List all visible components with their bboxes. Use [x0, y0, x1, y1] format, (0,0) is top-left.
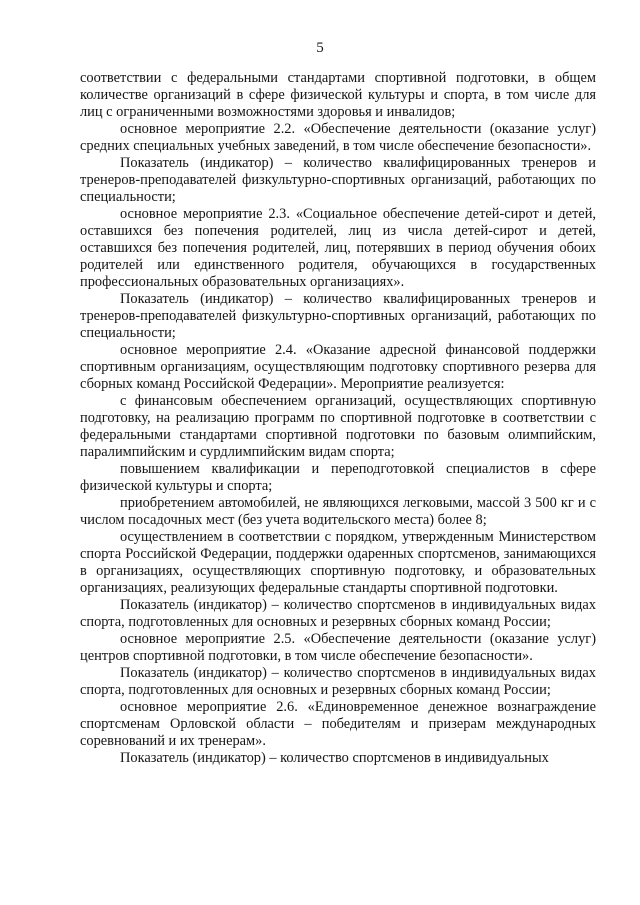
page-number: 5 [316, 40, 324, 56]
paragraph-activity-2-3: основное мероприятие 2.3. «Социальное обеспечение детей-сирот и детей, оставшихся без попечения родителей, лиц из числа детей-сирот и детей, оставшихся без попечения родителей, лиц, потерявших в период обучения обоих родителей или единственного родителя, обучающихся в государственных профессиональных образовательных организациях». [80, 206, 596, 290]
paragraph-indicator-athletes-3: Показатель (индикатор) – количество спортсменов в индивидуальных [120, 750, 549, 766]
paragraph-financial-support: с финансовым обеспечением организаций, осуществляющих спортивную подготовку, на реализацию программ по спортивной подготовке в соответствии с федеральными стандартами спортивной подготовки по базовым олимпийским, паралимпийским и сурдлимпийским видам спорта; [80, 393, 596, 460]
paragraph-continuation: соответствии с федеральными стандартами спортивной подготовки, в общем количестве организаций в сфере физической культуры и спорта, в том числе для лиц с ограниченными возможностями здоровья и инвалидов; [80, 70, 596, 120]
paragraph-indicator-athletes-1: Показатель (индикатор) – количество спортсменов в индивидуальных видах спорта, подготовленных для основных и резервных сборных команд России; [80, 597, 596, 630]
paragraph-gifted-athletes: осуществлением в соответствии с порядком, утвержденным Министерством спорта Российской Федерации, поддержки одаренных спортсменов, занимающихся в организациях, осуществляющих спортивную подготовку, и образовательных организациях, реализующих федеральные стандарты спортивной подготовки. [80, 529, 596, 596]
paragraph-qualification: повышением квалификации и переподготовкой специалистов в сфере физической культуры и спорта; [80, 461, 596, 494]
paragraph-activity-2-5: основное мероприятие 2.5. «Обеспечение деятельности (оказание услуг) центров спортивной подготовки, в том числе обеспечение безопасности». [80, 631, 596, 664]
paragraph-activity-2-2: основное мероприятие 2.2. «Обеспечение деятельности (оказание услуг) средних специальных учебных заведений, в том числе обеспечение безопасности». [80, 121, 596, 154]
paragraph-activity-2-6: основное мероприятие 2.6. «Единовременное денежное вознаграждение спортсменам Орловской области – победителям и призерам международных соревнований и их тренерам». [80, 699, 596, 749]
paragraph-indicator-coaches-2: Показатель (индикатор) – количество квалифицированных тренеров и тренеров-преподавателей физкультурно-спортивных организаций, работающих по специальности; [80, 291, 596, 341]
paragraph-activity-2-4: основное мероприятие 2.4. «Оказание адресной финансовой поддержки спортивным организациям, осуществляющим подготовку спортивного резерва для сборных команд Российской Федерации». Мероприятие реализуется: [80, 342, 596, 392]
document-body [80, 70, 596, 767]
paragraph-vehicles: приобретением автомобилей, не являющихся легковыми, массой 3 500 кг и с числом посадочных мест (без учета водительского места) более 8; [80, 495, 596, 528]
paragraph-indicator-coaches-1: Показатель (индикатор) – количество квалифицированных тренеров и тренеров-преподавателей физкультурно-спортивных организаций, работающих по специальности; [80, 155, 596, 205]
paragraph-indicator-athletes-2: Показатель (индикатор) – количество спортсменов в индивидуальных видах спорта, подготовленных для основных и резервных сборных команд России; [80, 665, 596, 698]
